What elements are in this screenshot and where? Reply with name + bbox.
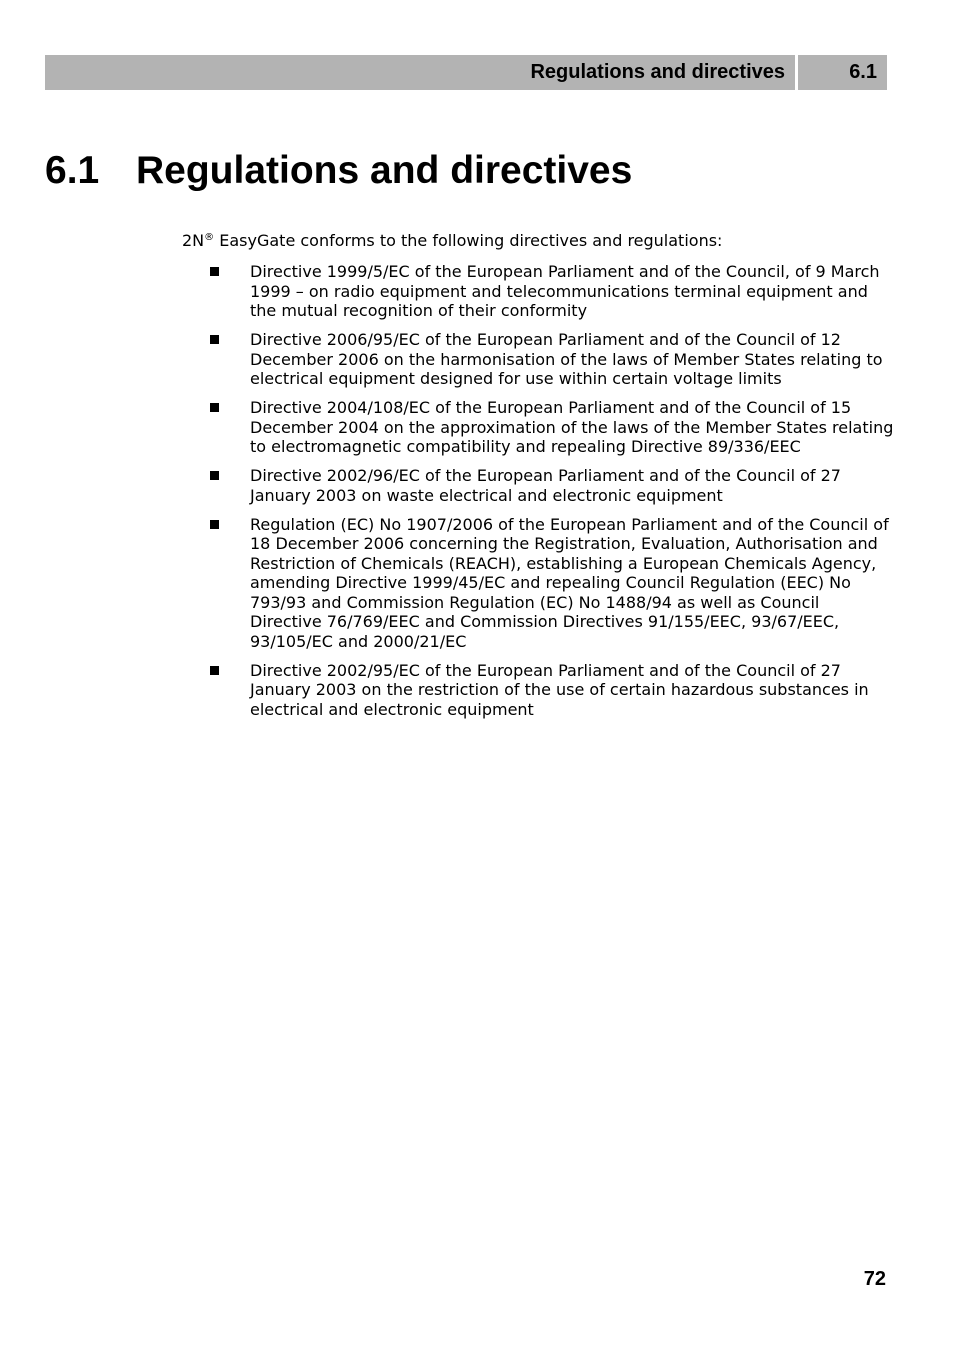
section-number: 6.1 — [45, 149, 100, 192]
list-item — [205, 515, 895, 652]
list-item — [205, 661, 895, 720]
square-bullet-icon — [210, 403, 219, 412]
square-bullet-icon — [210, 471, 219, 480]
section-heading — [45, 146, 632, 196]
square-bullet-icon — [210, 520, 219, 529]
list-item — [205, 262, 895, 321]
list-item — [205, 466, 895, 505]
square-bullet-icon — [210, 335, 219, 344]
running-header-section-number: 6.1 — [798, 55, 887, 90]
list-item-text: Directive 2002/95/EC of the European Parliament and of the Council of 27 January 2003 on the restriction of the use of certain hazardous substances in electrical and electronic equipment — [250, 660, 869, 719]
registered-mark: ® — [204, 232, 215, 243]
running-header — [45, 55, 887, 90]
list-item — [205, 330, 895, 389]
intro-text: EasyGate conforms to the following directives and regulations: — [214, 231, 723, 250]
section-title: Regulations and directives — [136, 149, 633, 192]
list-item — [205, 398, 895, 457]
page-number: 72 — [863, 1268, 886, 1290]
square-bullet-icon — [210, 666, 219, 675]
list-item-text: Directive 1999/5/EC of the European Parliament and of the Council, of 9 March 1999 – on radio equipment and telecommunications terminal equipment and the mutual recognition of their conformity — [250, 262, 880, 320]
running-header-title: Regulations and directives — [45, 55, 795, 90]
list-item-text: Directive 2006/95/EC of the European Parliament and of the Council of 12 December 2006 on the harmonisation of the laws of Member States relating to electrical equipment designed for use within certain voltage limits — [250, 330, 883, 388]
intro-paragraph — [182, 231, 722, 251]
directives-list — [205, 262, 895, 729]
brand-name: 2N — [182, 231, 205, 250]
list-item-text: Directive 2002/96/EC of the European Parliament and of the Council of 27 January 2003 on waste electrical and electronic equipment — [250, 466, 841, 505]
list-item-text: Regulation (EC) No 1907/2006 of the European Parliament and of the Council of 18 December 2006 concerning the Registration, Evaluation, Authorisation and Restriction of Chemicals (REACH), establishing a European Chemicals Agency, amending Directive 1999/45/EC and repealing Council Regulation (EEC) No 793/93 and Commission Regulation (EC) No 1488/94 as well as Council Directive 76/769/EEC and Commission Directives 91/155/EEC, 93/67/EEC, 93/105/EC and 2000/21/EC — [250, 514, 889, 651]
list-item-text: Directive 2004/108/EC of the European Parliament and of the Council of 15 December 2004 on the approximation of the laws of the Member States relating to electromagnetic compatibility and repealing Directive 89/336/EEC — [250, 398, 894, 456]
square-bullet-icon — [210, 267, 219, 276]
